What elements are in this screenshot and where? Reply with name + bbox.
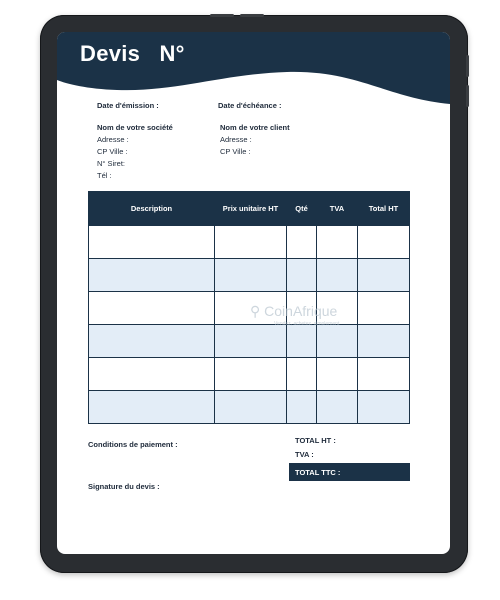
company-city-label: CP Ville :	[97, 147, 128, 156]
table-row	[89, 259, 410, 292]
client-address-label: Adresse :	[220, 135, 252, 144]
table-cell[interactable]	[287, 259, 317, 292]
table-cell[interactable]	[215, 325, 287, 358]
table-cell[interactable]	[89, 259, 215, 292]
table-cell[interactable]	[287, 226, 317, 259]
table-row	[89, 226, 410, 259]
table-cell[interactable]	[317, 358, 358, 391]
table-cell[interactable]	[358, 226, 410, 259]
pin-icon: ⚲	[250, 303, 261, 319]
client-city-label: CP Ville :	[220, 147, 251, 156]
table-cell[interactable]	[287, 325, 317, 358]
table-row	[89, 325, 410, 358]
table-cell[interactable]	[287, 391, 317, 424]
table-row	[89, 358, 410, 391]
table-row	[89, 391, 410, 424]
company-address-label: Adresse :	[97, 135, 129, 144]
document-screen	[57, 32, 450, 554]
watermark-logo	[250, 303, 337, 320]
company-siret-label: N° Siret:	[97, 159, 126, 168]
date-echeance-label: Date d'échéance :	[218, 101, 282, 110]
company-phone-label: Tél :	[97, 171, 112, 180]
table-cell[interactable]	[89, 292, 215, 325]
table-cell[interactable]	[89, 226, 215, 259]
table-cell[interactable]	[317, 325, 358, 358]
table-cell[interactable]	[89, 325, 215, 358]
total-ttc-label: TOTAL TTC :	[295, 468, 341, 477]
company-name-label: Nom de votre société	[97, 123, 173, 132]
client-name-label: Nom de votre client	[220, 123, 290, 132]
table-cell[interactable]	[89, 391, 215, 424]
payment-conditions-label: Conditions de paiement :	[88, 440, 178, 449]
table-cell[interactable]	[89, 358, 215, 391]
table-cell[interactable]	[215, 391, 287, 424]
table-cell[interactable]	[317, 391, 358, 424]
table-cell[interactable]	[358, 292, 410, 325]
total-ht-label: TOTAL HT :	[295, 436, 336, 445]
watermark-text: CoinAfrique	[264, 303, 338, 319]
table-cell[interactable]	[215, 259, 287, 292]
watermark-tagline: Vendez, achetez, simplement	[274, 321, 340, 327]
tablet-top-button	[210, 14, 234, 17]
date-emission-label: Date d'émission :	[97, 101, 159, 110]
document-title: Devis N°	[80, 41, 185, 66]
table-cell[interactable]	[358, 259, 410, 292]
column-header-unit-price: Prix unitaire HT	[215, 192, 287, 226]
table-cell[interactable]	[358, 325, 410, 358]
table-header-row	[89, 192, 410, 226]
column-header-description: Description	[89, 192, 215, 226]
table-cell[interactable]	[287, 358, 317, 391]
table-cell[interactable]	[215, 226, 287, 259]
table-row	[89, 292, 410, 325]
tablet-side-button	[466, 85, 469, 107]
column-header-vat: TVA	[317, 192, 358, 226]
table-cell[interactable]	[317, 226, 358, 259]
total-ttc-bar	[289, 463, 410, 481]
column-header-quantity: Qté	[287, 192, 317, 226]
vat-label: TVA :	[295, 450, 314, 459]
table-cell[interactable]	[358, 391, 410, 424]
quote-items-table	[88, 191, 410, 424]
tablet-top-button	[240, 14, 264, 17]
table-cell[interactable]	[317, 259, 358, 292]
table-cell[interactable]	[358, 358, 410, 391]
tablet-side-button	[466, 55, 469, 77]
column-header-total: Total HT	[358, 192, 410, 226]
signature-label: Signature du devis :	[88, 482, 160, 491]
table-cell[interactable]	[215, 358, 287, 391]
